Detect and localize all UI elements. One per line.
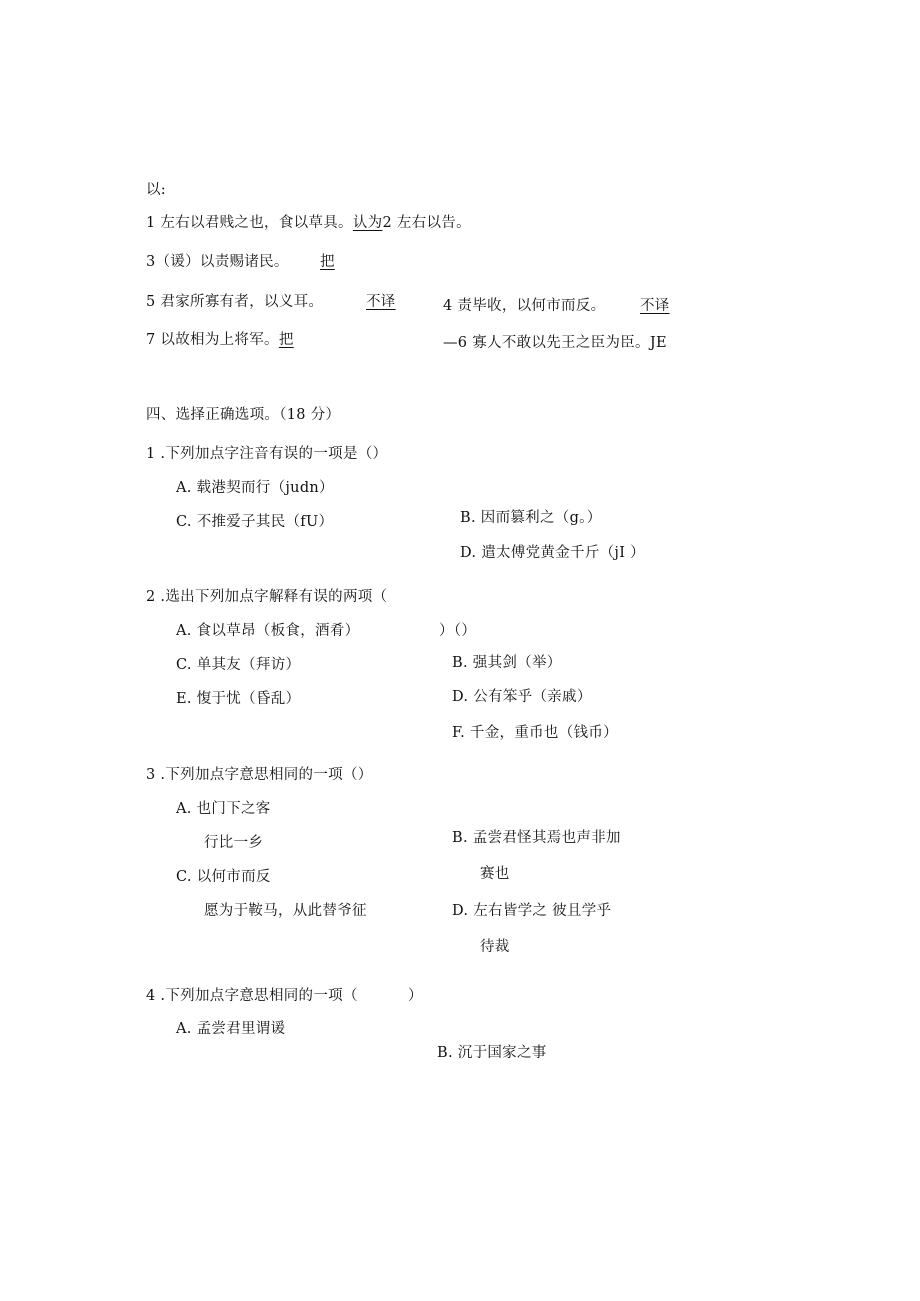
yi-line7-answer: 把 — [278, 332, 294, 348]
q4-stem-start: 4 .下列加点字意思相同的一项（ — [146, 988, 358, 1004]
q3-stem: 3 .下列加点字意思相同的一项（） — [146, 767, 373, 783]
q3-option-b-line2: 赛也 — [480, 866, 510, 882]
yi-line7-question: 7 以故相为上将军。 — [146, 332, 279, 348]
q2-option-f: F. 千金，重币也（钱币） — [452, 725, 618, 741]
yi-line6: —6 寡人不敢以先王之臣为臣。JE — [443, 335, 667, 351]
q3-option-d-line1: D. 左右皆学之 彼且学乎 — [452, 903, 612, 919]
q2-option-b: B. 强其剑（举） — [452, 655, 562, 671]
yi-line-1-2 — [146, 214, 471, 232]
q3-option-a-line2: 行比一乡 — [204, 835, 264, 851]
q4-option-a: A. 孟尝君里谓谖 — [176, 1021, 286, 1037]
yi-line3-answer: 把 — [320, 254, 335, 270]
q1-option-d: D. 遣太傅党黄金千斤（jI ） — [460, 545, 645, 561]
yi-line2-question: 2 左右以告。 — [382, 215, 471, 231]
q2-stem: 2 .选出下列加点字解释有误的两项（ — [146, 589, 388, 605]
yi-line4-question: 4 责毕收，以何市而反。 — [443, 298, 606, 314]
q1-stem: 1 .下列加点字注音有误的一项是（） — [146, 446, 388, 462]
q2-option-c: C. 单其友（拜访） — [176, 657, 301, 673]
yi-line1-answer: 认为 — [352, 215, 383, 231]
yi-line5-question: 5 君家所寡有者，以义耳。 — [146, 294, 324, 310]
yi-line4-answer: 不译 — [640, 298, 670, 314]
q3-option-b-line1: B. 孟尝君怪其焉也声非加 — [452, 830, 621, 846]
yi-heading: 以: — [146, 182, 166, 198]
yi-line3-question: 3（谖）以责赐诸民。 — [146, 254, 289, 270]
q3-option-c-line1: C. 以何市而反 — [176, 869, 271, 885]
yi-line7 — [146, 331, 294, 349]
q1-option-c: C. 不推爱子其民（fU） — [176, 514, 334, 530]
q4-option-b: B. 沉于国家之事 — [437, 1045, 547, 1061]
q3-option-a-line1: A. 也门下之客 — [176, 801, 271, 817]
section4-heading: 四、选择正确选项。（18 分） — [146, 407, 341, 423]
q1-option-a: A. 载港契而行（judn） — [176, 480, 334, 496]
q2-option-e: E. 愎于忧（昏乱） — [176, 691, 301, 707]
yi-line1-question: 1 左右以君贱之也，食以草具。 — [146, 215, 353, 231]
q1-option-b: B. 因而篡利之（g。） — [460, 510, 602, 526]
q2-answer-brackets: ）（） — [439, 623, 477, 639]
q3-option-c-line2: 愿为于鞍马，从此替爷征 — [204, 903, 367, 919]
q3-option-d-line2: 待裁 — [480, 939, 510, 955]
q2-option-a: A. 食以草昂（板食，酒肴） — [176, 623, 360, 639]
q4-stem-end: ） — [408, 988, 423, 1004]
yi-line5-answer: 不译 — [366, 294, 396, 310]
q2-option-d: D. 公有笨乎（亲戚） — [452, 689, 592, 705]
